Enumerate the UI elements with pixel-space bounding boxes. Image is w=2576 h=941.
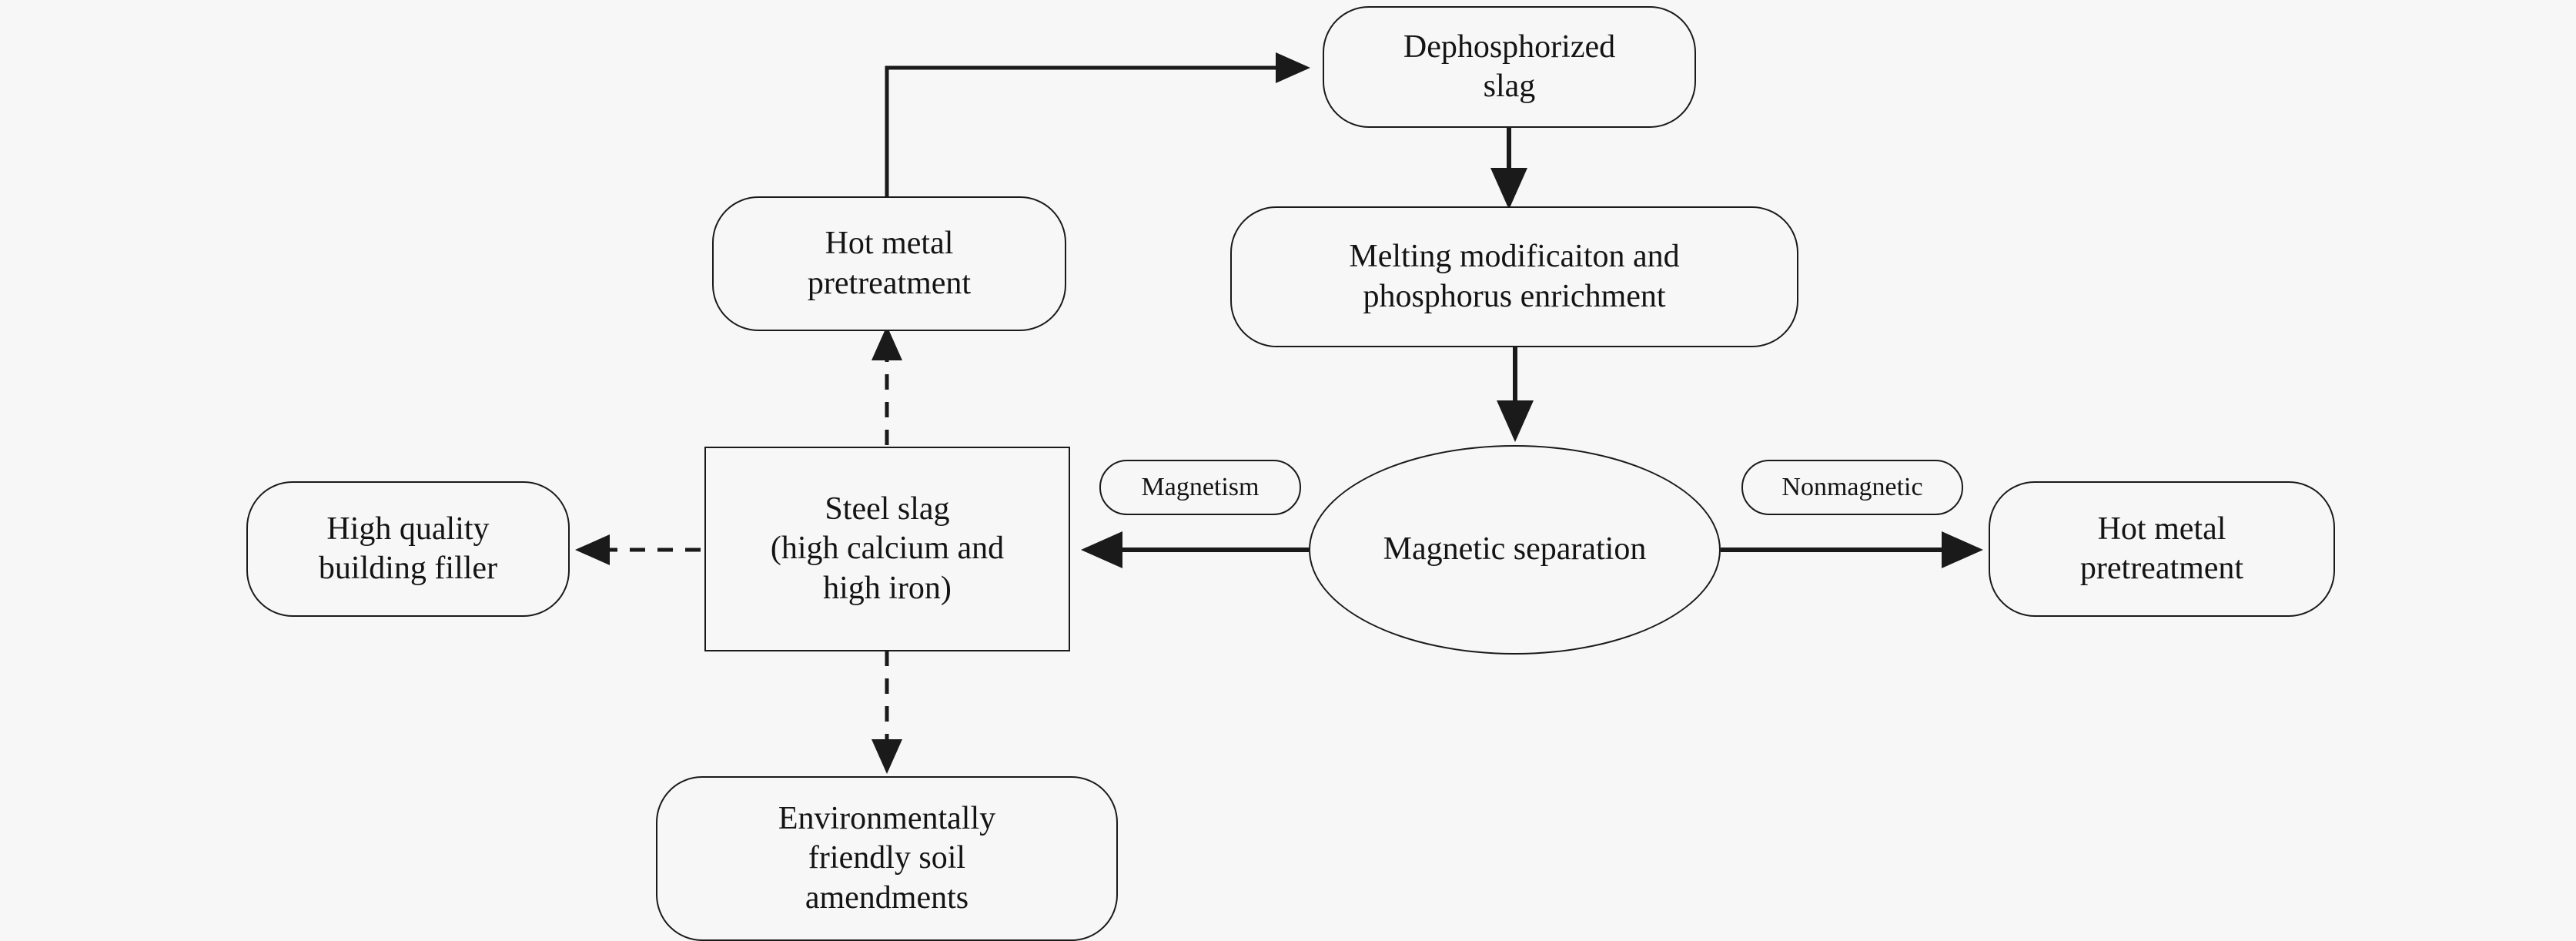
node-steel-slag-label: [771, 490, 1004, 608]
node-dephosphorized-slag-label: [1403, 28, 1615, 106]
text-line: phosphorus enrichment: [1363, 278, 1666, 314]
node-melting-modification-label: [1349, 237, 1679, 316]
node-melting-modification[interactable]: [1230, 206, 1798, 347]
node-soil-amendments-label: [778, 799, 995, 918]
node-soil-amendments[interactable]: [656, 776, 1118, 941]
text-line: pretreatment: [807, 265, 972, 301]
text-line: (high calcium and: [770, 531, 1005, 567]
text-line: High quality: [326, 511, 490, 547]
node-hot-metal-pretreatment-top[interactable]: [712, 196, 1066, 331]
node-high-quality-building-filler-label: [319, 510, 497, 588]
node-hot-metal-pretreatment-right-label: [2080, 510, 2243, 588]
node-high-quality-building-filler[interactable]: [246, 481, 570, 617]
text-line: slag: [1483, 69, 1536, 104]
text-line: amendments: [805, 879, 969, 916]
node-hot-metal-pretreatment-right[interactable]: [1989, 481, 2335, 617]
node-magnetic-separation-label: Magnetic separation: [1383, 531, 1647, 568]
text-line: Hot metal: [825, 226, 954, 262]
text-line: Melting modificaiton and: [1349, 239, 1680, 275]
text-line: Environmentally: [778, 801, 996, 837]
node-steel-slag[interactable]: [704, 447, 1070, 651]
text-line: friendly soil: [808, 840, 966, 876]
edge-label-magnetism: [1099, 460, 1301, 515]
node-dephosphorized-slag[interactable]: [1323, 6, 1696, 128]
text-line: high iron): [823, 570, 952, 606]
text-line: Steel slag: [825, 491, 950, 527]
edge-label-nonmagnetic: [1741, 460, 1963, 515]
edge-hotmetal-to-dephos: [887, 68, 1306, 199]
edge-label-nonmagnetic-text: Nonmagnetic: [1781, 473, 1923, 502]
edge-label-magnetism-text: Magnetism: [1141, 473, 1260, 502]
node-magnetic-separation[interactable]: [1309, 445, 1721, 655]
text-line: pretreatment: [2079, 551, 2244, 586]
node-hot-metal-pretreatment-top-label: [808, 224, 971, 303]
text-line: Dephosphorized: [1403, 28, 1616, 65]
text-line: Hot metal: [2097, 511, 2226, 547]
text-line: building filler: [318, 551, 498, 586]
